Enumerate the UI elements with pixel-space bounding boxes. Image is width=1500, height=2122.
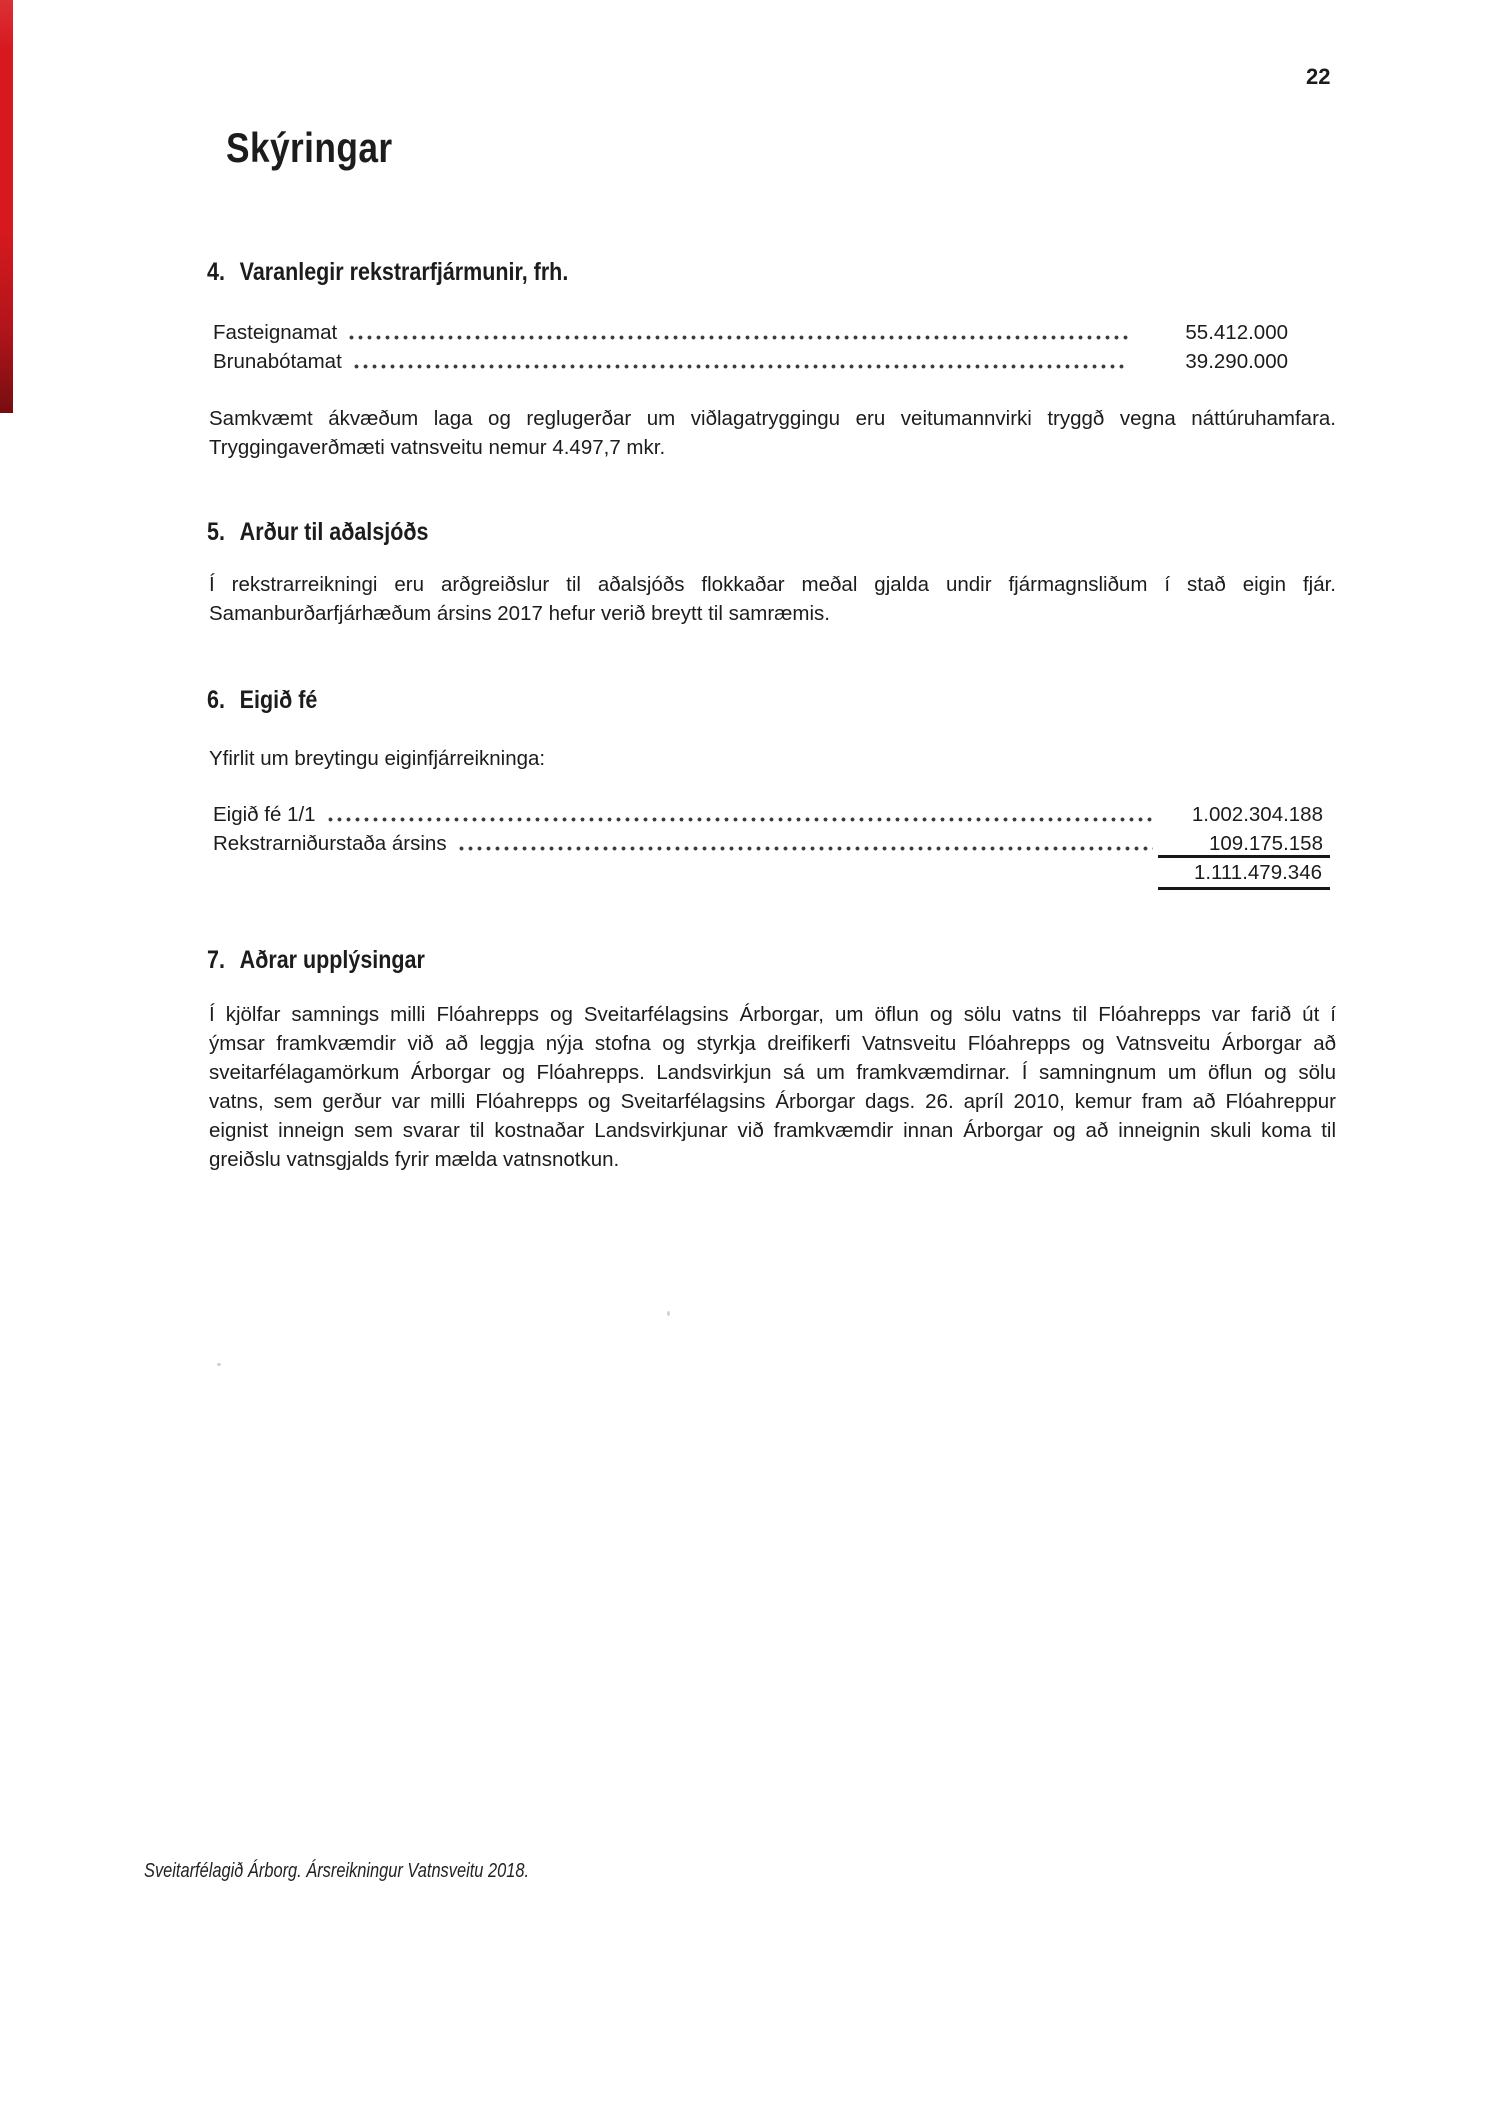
section-6-title: Eigið fé xyxy=(239,686,318,714)
section-5-heading xyxy=(207,518,428,547)
section-6-intro: Yfirlit um breytingu eiginfjárreikninga: xyxy=(209,747,546,770)
scan-speck xyxy=(217,1363,221,1366)
table-row xyxy=(213,829,1323,858)
paragraph-line: greiðslu vatnsgjalds fyrir mælda vatnsnotkun. xyxy=(209,1148,620,1171)
table-row xyxy=(213,318,1288,347)
table-row xyxy=(213,800,1323,829)
section-7-paragraph xyxy=(209,1000,1336,1174)
section-7-heading xyxy=(207,946,425,975)
row-value: 109.175.158 xyxy=(1208,832,1323,855)
section-5-paragraph xyxy=(209,570,1336,628)
paragraph-line: ýmsar framkvæmdir við að leggja nýja stofna og styrkja dreifikerfi Vatnsveitu Flóahrepps og Vatnsveitu Árborgar að xyxy=(209,1032,1336,1055)
section-4-paragraph xyxy=(209,404,1336,462)
row-value: 39.290.000 xyxy=(1185,350,1288,373)
sum-rule-top xyxy=(1158,855,1330,858)
row-label: Brunabótamat xyxy=(213,350,342,373)
row-value: 55.412.000 xyxy=(1185,321,1288,344)
page-title: Skýringar xyxy=(226,124,393,171)
section-4-title: Varanlegir rekstrarfjármunir, frh. xyxy=(239,258,569,286)
row-label: Eigið fé 1/1 xyxy=(213,803,316,826)
sum-rule-bottom xyxy=(1158,887,1330,890)
scan-artifact-red-bar xyxy=(0,0,13,413)
section-6-heading xyxy=(207,686,317,715)
paragraph-line: Samanburðarfjárhæðum ársins 2017 hefur verið breytt til samræmis. xyxy=(209,602,830,625)
paragraph-line: Tryggingaverðmæti vatnsveitu nemur 4.497,7 mkr. xyxy=(209,436,666,459)
paragraph-line: eignist inneign sem svarar til kostnaðar Landsvirkjunar við framkvæmdir innan Árborgar og að inneignin skuli koma til xyxy=(209,1119,1336,1142)
page-number: 22 xyxy=(1306,64,1331,89)
section-4-heading xyxy=(207,258,568,287)
paragraph-line: vatns, sem gerður var milli Flóahrepps og Sveitarfélagsins Árborgar dags. 26. apríl 2010, kemur fram að Flóahreppur xyxy=(209,1090,1336,1113)
paragraph-line: Samkvæmt ákvæðum laga og reglugerðar um viðlagatryggingu eru veitumannvirki tryggð vegna náttúruhamfara. xyxy=(209,407,1336,430)
scan-speck xyxy=(667,1311,670,1316)
section-7-number: 7. xyxy=(207,946,225,974)
section-4-rows xyxy=(213,318,1288,376)
dotted-leader xyxy=(326,817,1153,822)
paragraph-line: Í kjölfar samnings milli Flóahrepps og Sveitarfélagsins Árborgar, um öflun og sölu vatns til Flóahrepps var farið út í xyxy=(209,1003,1336,1026)
section-4-number: 4. xyxy=(207,258,225,286)
paragraph-line: sveitarfélagamörkum Árborgar og Flóahrepps. Landsvirkjun sá um framkvæmdirnar. Í samningnum um öflun og sölu xyxy=(209,1061,1336,1084)
dotted-leader xyxy=(352,364,1128,369)
row-label: Rekstrarniðurstaða ársins xyxy=(213,832,447,855)
section-6-rows xyxy=(213,800,1323,858)
section-5-number: 5. xyxy=(207,518,225,546)
table-row xyxy=(213,347,1288,376)
paragraph-line: Í rekstrarreikningi eru arðgreiðslur til aðalsjóðs flokkaðar meðal gjalda undir fjármagnsliðum í stað eigin fjár. xyxy=(209,573,1336,596)
dotted-leader xyxy=(457,846,1153,851)
footer-note: Sveitarfélagið Árborg. Ársreikningur Vatnsveitu 2018. xyxy=(144,1860,530,1882)
section-6-number: 6. xyxy=(207,686,225,714)
dotted-leader xyxy=(347,335,1128,340)
row-label: Fasteignamat xyxy=(213,321,338,344)
equity-total-value: 1.111.479.346 xyxy=(1193,861,1322,884)
section-5-title: Arður til aðalsjóðs xyxy=(239,518,429,546)
row-value: 1.002.304.188 xyxy=(1191,803,1323,826)
section-7-title: Aðrar upplýsingar xyxy=(239,946,425,974)
